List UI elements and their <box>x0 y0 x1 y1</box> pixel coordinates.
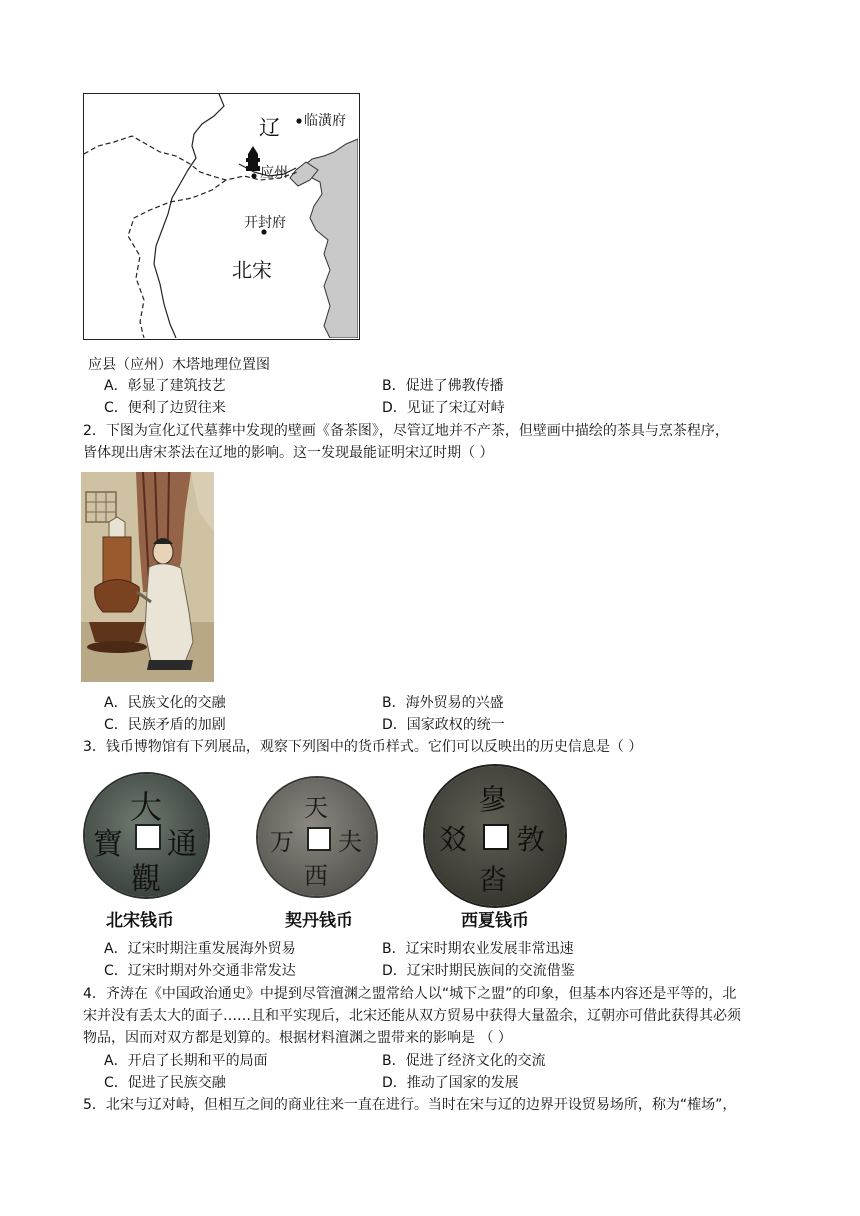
beisong-coin-label: 北宋钱币 <box>106 911 174 931</box>
q1-option-b[interactable]: B．促进了佛教传播 <box>382 378 504 394</box>
coin-char-bottom: 觀 <box>131 862 161 897</box>
q1-option-a[interactable]: A．彰显了建筑技艺 <box>104 378 226 394</box>
q3-option-d[interactable]: D．辽宋时期民族间的交流借鉴 <box>382 963 575 979</box>
coin-char-top: 大 <box>130 788 163 826</box>
q4-stem-line-2: 宋并没有丢太大的面子……且和平实现后，北宋还能从双方贸易中获得大量盈余，辽朝亦可借此获得其必须 <box>83 1008 741 1024</box>
qidan-coin <box>258 778 376 896</box>
coin-char-bottom: 㳫 <box>479 863 508 896</box>
map-drawing <box>84 94 358 338</box>
beisong-coin <box>85 774 208 897</box>
western-border <box>128 180 226 338</box>
q3-option-c[interactable]: C．辽宋时期对外交通非常发达 <box>104 963 296 979</box>
q5-stem-line-1: 5．北宋与辽对峙，但相互之间的商业往来一直在进行。当时在宋与辽的边界开设贸易场所，称为“榷场”， <box>83 1097 737 1113</box>
q3-option-a[interactable]: A．辽宋时期注重发展海外贸易 <box>104 941 296 957</box>
q2-option-c[interactable]: C．民族矛盾的加剧 <box>104 717 226 733</box>
xixia-coin-label: 西夏钱币 <box>461 911 529 931</box>
coin-char-right: 㪍 <box>517 823 546 856</box>
q4-stem-line-1: 4．齐涛在《中国政治通史》中提到尽管澶渊之盟常给人以“城下之盟”的印象，但基本内容还是平等的，北 <box>83 986 737 1002</box>
q2-option-b[interactable]: B．海外贸易的兴盛 <box>382 695 504 711</box>
coin-square-hole <box>307 827 331 851</box>
q3-stem-line-1: 3．钱币博物馆有下列展品，观察下列图中的货币样式。它们可以反映出的历史信息是（ ） <box>83 739 643 755</box>
qidan-coin-label: 契丹钱币 <box>285 911 353 931</box>
coin-char-left: 寶 <box>93 827 123 862</box>
map-label-beisong: 北宋 <box>232 258 272 282</box>
q2-stem-line-1: 2．下图为宣化辽代墓葬中发现的壁画《备茶图》，尽管辽地并不产茶，但壁画中描绘的茶具与烹茶程序， <box>83 423 729 439</box>
q4-option-b[interactable]: B．促进了经济文化的交流 <box>382 1053 546 1069</box>
coin-square-hole <box>483 824 509 850</box>
q4-stem-line-3: 物品，因而对双方都是划算的。根据材料澶渊之盟带来的影响是 （ ） <box>83 1030 512 1046</box>
yingzhou-dot <box>251 173 256 178</box>
q1-option-d[interactable]: D．见证了宋辽对峙 <box>382 400 505 416</box>
q4-option-c[interactable]: C．促进了民族交融 <box>104 1075 226 1091</box>
coin-char-bottom: 西 <box>304 862 328 890</box>
map-label-linhuang: 临潢府 <box>304 113 346 129</box>
q2-option-d[interactable]: D．国家政权的统一 <box>382 717 505 733</box>
q2-option-a[interactable]: A．民族文化的交融 <box>104 695 226 711</box>
map-label-kaifeng: 开封府 <box>244 215 286 231</box>
xixia-coin <box>425 766 565 906</box>
map-figure <box>83 93 360 340</box>
tea-mural-drawing <box>81 472 214 682</box>
map-label-liao: 辽 <box>259 116 280 140</box>
coin-char-right: 通 <box>167 827 197 862</box>
map-label-yingzhou: 应州 <box>260 165 288 181</box>
coin-char-top: 㣎 <box>479 783 508 816</box>
tea-mural-image <box>81 472 214 682</box>
pagoda-icon <box>246 146 260 171</box>
q1-option-c[interactable]: C．便利了边贸往来 <box>104 400 226 416</box>
linhuang-dot <box>296 118 301 123</box>
q2-stem-line-2: 皆体现出唐宋茶法在辽地的影响。这一发现最能证明宋辽时期（ ） <box>83 445 494 461</box>
map-caption: 应县（应州）木塔地理位置图 <box>88 357 270 373</box>
q4-option-a[interactable]: A．开启了长期和平的局面 <box>104 1053 268 1069</box>
coin-char-left: 万 <box>270 828 294 856</box>
q3-option-b[interactable]: B．辽宋时期农业发展非常迅速 <box>382 941 574 957</box>
coin-char-top: 天 <box>304 794 328 822</box>
terrain-line <box>154 94 224 338</box>
coin-char-right: 夫 <box>338 828 362 856</box>
coin-char-left: 㸚 <box>439 823 468 856</box>
q4-option-d[interactable]: D．推动了国家的发展 <box>382 1075 519 1091</box>
